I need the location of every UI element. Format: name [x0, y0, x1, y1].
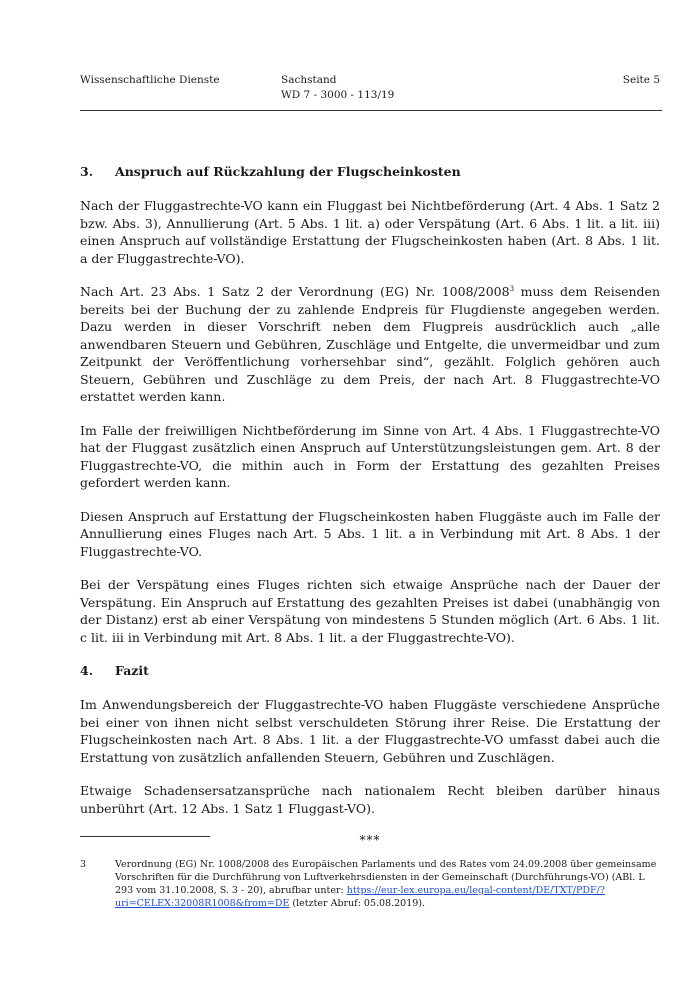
footnote-text-b: (letzter Abruf: 05.08.2019).: [289, 898, 426, 909]
header-doc-type: Sachstand: [281, 74, 337, 86]
page-header: [80, 73, 660, 109]
paragraph-2-text-b: muss dem Reisenden bereits bei der Buchung der zu zahlende Endpreis für Flugdienste angegeben werden. Dazu werden in dieser Vorschrift neben dem Flugpreis ausdrücklich auch „alle anwendbaren Steuern und Gebühren, Zuschläge und Entgelte, die unvermeidbar und zum Zeitpunkt der Veröffentlichung vorhersehbar sind“, gezählt. Folglich gehören auch Steuern, Gebühren und Zuschläge zu dem Preis, der nach Art. 8 Fluggastrechte-VO erstattet werden kann.: [80, 284, 661, 404]
paragraph-2-text-a: Nach Art. 23 Abs. 1 Satz 2 der Verordnung (EG) Nr. 1008/2008: [80, 284, 510, 299]
section-3-paragraph-4: Diesen Anspruch auf Erstattung der Flugscheinkosten haben Fluggäste auch im Falle der Annullierung eines Fluges nach Art. 5 Abs. 1 lit. a in Verbindung mit Art. 8 Abs. 1 der Fluggastrechte-VO.: [80, 508, 660, 559]
footnote-ref-3[interactable]: 3: [509, 284, 515, 293]
section-3-number: 3.: [80, 164, 94, 179]
section-3-paragraph-2: [80, 283, 660, 406]
section-3-paragraph-5: Bei der Verspätung eines Fluges richten sich etwaige Ansprüche nach der Dauer der Verspätung. Ein Anspruch auf Erstattung des gezahlten Preises ist dabei (unabhängig von der Distanz) erst ab einer Verspätung von mindestens 5 Stunden möglich (Art. 6 Abs. 1 lit. c lit. iii in Verbindung mit Art. 8 Abs. 1 lit. a der Fluggastrechte-VO).: [80, 577, 660, 645]
footnote-text: [115, 858, 660, 910]
footnote-3: [80, 858, 660, 910]
header-page-number: Seite 5: [622, 74, 660, 86]
section-3-paragraph-1: Nach der Fluggastrechte-VO kann ein Fluggast bei Nichtbeförderung (Art. 4 Abs. 1 Satz 2 bzw. Abs. 3), Annullierung (Art. 5 Abs. 1 lit. a) oder Verspätung (Art. 6 Abs. 1 lit. a lit. iii) einen Anspruch auf vollständige Erstattung der Flugscheinkosten haben (Art. 8 Abs. 1 lit. a der Fluggastrechte-VO).: [80, 198, 660, 266]
footnote-number: 3: [80, 859, 87, 870]
section-4-paragraph-2: Etwaige Schadensersatzansprüche nach nationalem Recht bleiben darüber hinaus unberührt (Art. 12 Abs. 1 Satz 1 Fluggast-VO).: [80, 783, 660, 816]
footnote-text-a: Verordnung (EG) Nr. 1008/2008 des Europäischen Parlaments und des Rates vom 24.09.2008 über gemeinsame Vorschriften für die Durchführung von Luftverkehrsdiensten in der Gemeinschaft (Durchführungs-VO) (ABl. L 293 vom 31.10.2008, S. 3 - 20), abrufbar unter:: [115, 859, 657, 896]
section-3-paragraph-3: Im Falle der freiwilligen Nichtbeförderung im Sinne von Art. 4 Abs. 1 Fluggastrechte-VO hat der Fluggast zusätzlich einen Anspruch auf Unterstützungsleistungen gem. Art. 8 der Fluggastrechte-VO, die mithin auch in Form der Erstattung des gezahlten Preises gefordert werden kann.: [80, 422, 660, 490]
header-doc-info: [281, 73, 394, 103]
end-separator: ***: [359, 833, 381, 847]
section-4-heading: [80, 662, 660, 680]
section-4-paragraph-1: Im Anwendungsbereich der Fluggastrechte-VO haben Fluggäste verschiedene Ansprüche bei einer von ihnen nicht selbst verschuldeten Störung ihrer Reise. Die Erstattung der Flugscheinkosten nach Art. 8 Abs. 1 lit. a der Fluggastrechte-VO umfasst dabei auch die Erstattung von zusätzlich anfallenden Steuern, Gebühren und Zuschlägen.: [80, 697, 660, 765]
section-4-number: 4.: [80, 663, 94, 678]
section-4-title: Fazit: [115, 663, 149, 678]
header-divider: [80, 110, 662, 111]
section-3-title: Anspruch auf Rückzahlung der Flugscheinkosten: [115, 164, 461, 179]
header-org: Wissenschaftliche Dienste: [80, 74, 220, 86]
footnote-divider: [80, 836, 210, 837]
footnote-link[interactable]: https://eur-lex.europa.eu/legal-content/DE/TXT/PDF/?uri=CELEX:32008R1008&from=DE: [115, 885, 605, 909]
document-body: [80, 163, 660, 847]
section-3-heading: [80, 163, 660, 181]
header-doc-id: WD 7 - 3000 - 113/19: [281, 89, 395, 101]
